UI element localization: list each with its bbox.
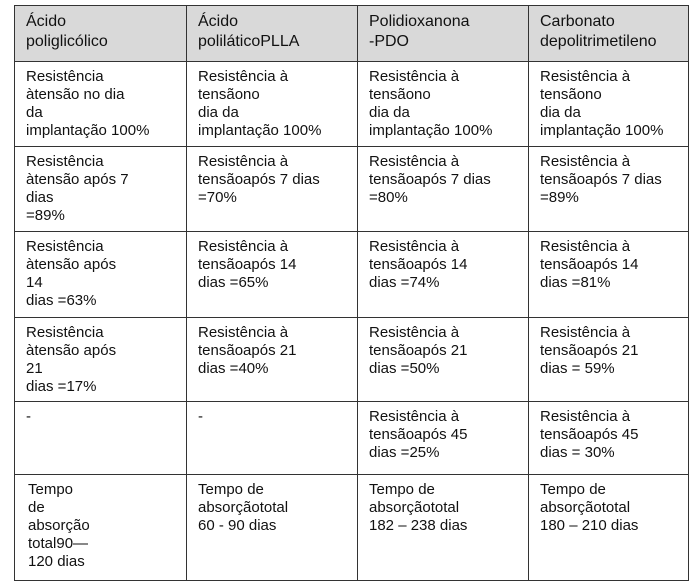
table-cell: Resistência à tensãoapós 7 dias =70% (187, 147, 358, 232)
absorption-comparison-table (14, 5, 689, 581)
table-cell: Resistência àtensão após 7 dias =89% (15, 147, 187, 232)
table-cell: Resistência à tensãoapós 45 dias =25% (358, 402, 529, 475)
table-row (15, 402, 689, 475)
header-polylactic-acid: Ácido poliláticoPLLA (187, 6, 358, 62)
table-row (15, 318, 689, 402)
table-cell: Tempo de absorçãototal 180 – 210 dias (529, 475, 689, 581)
table-cell: Resistência à tensãono dia da implantação 100% (529, 62, 689, 147)
header-polydioxanone: Polidioxanona -PDO (358, 6, 529, 62)
header-trimethylene-carbonate: Carbonato depolitrimetileno (529, 6, 689, 62)
table-row (15, 475, 689, 581)
table-cell: Resistência à tensãoapós 45 dias = 30% (529, 402, 689, 475)
header-polyglycolic-acid: Ácido poliglicólico (15, 6, 187, 62)
table-cell: Resistência à tensãoapós 14 dias =74% (358, 232, 529, 318)
table-cell: Resistência à tensãoapós 7 dias =80% (358, 147, 529, 232)
table-cell: - (15, 402, 187, 475)
table-row (15, 232, 689, 318)
table-row (15, 147, 689, 232)
table-cell: Resistência àtensão após 21 dias =17% (15, 318, 187, 402)
table-cell: Resistência à tensãoapós 21 dias =40% (187, 318, 358, 402)
table-cell: Resistência à tensãoapós 14 dias =81% (529, 232, 689, 318)
table-cell: Tempo de absorção total90— 120 dias (15, 475, 187, 581)
table-cell: Resistência à tensãoapós 21 dias =50% (358, 318, 529, 402)
table-cell: Resistência à tensãoapós 7 dias =89% (529, 147, 689, 232)
table-cell: Tempo de absorçãototal 60 - 90 dias (187, 475, 358, 581)
table-cell: Resistência àtensão após 14 dias =63% (15, 232, 187, 318)
table-cell: Tempo de absorçãototal 182 – 238 dias (358, 475, 529, 581)
header-row (15, 6, 689, 62)
table-cell: Resistência à tensãono dia da implantação 100% (187, 62, 358, 147)
table-cell: - (187, 402, 358, 475)
table-cell: Resistência à tensãoapós 14 dias =65% (187, 232, 358, 318)
table-cell: Resistência à tensãono dia da implantação 100% (358, 62, 529, 147)
table-row (15, 62, 689, 147)
table-cell: Resistência àtensão no dia da implantação 100% (15, 62, 187, 147)
table-cell: Resistência à tensãoapós 21 dias = 59% (529, 318, 689, 402)
